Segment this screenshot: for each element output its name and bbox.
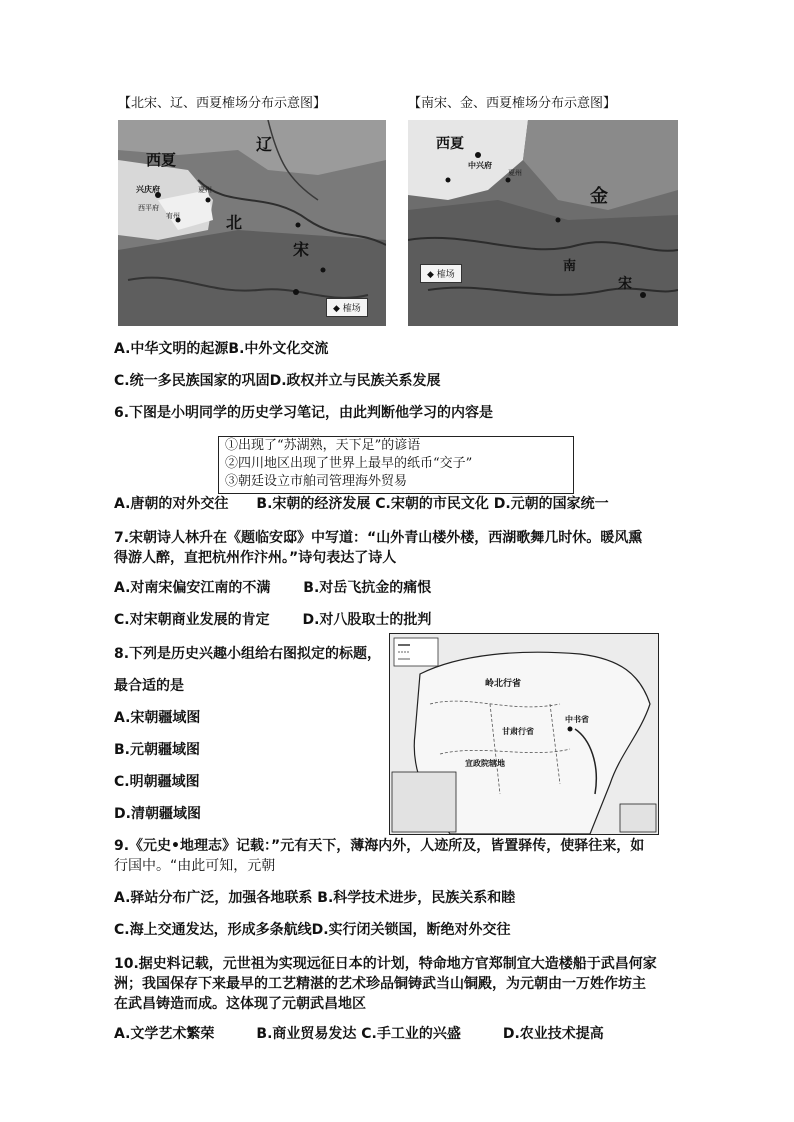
- q9-stem-line2: 行国中。“由此可知，元朝: [114, 858, 276, 874]
- q8-option-d: D.清朝疆域图: [114, 806, 201, 822]
- q7-option-ab: A.对南宋偏安江南的不满 B.对岳飞抗金的痛恨: [114, 580, 432, 596]
- q10-stem-line1: 10.据史料记载，元世祖为实现远征日本的计划，特命地方官郑制宜大造楼船于武昌何家: [114, 956, 657, 972]
- q8-stem-line2: 最合适的是: [114, 678, 184, 694]
- q5-option-cd: C.统一多民族国家的巩固D.政权并立与民族关系发展: [114, 373, 441, 389]
- q6-note-3: ③朝廷设立市舶司管理海外贸易: [225, 474, 408, 489]
- map1-label-xixia: 西夏: [146, 151, 177, 169]
- q6-note-2: ②四川地区出现了世界上最早的纸币“交子”: [225, 456, 473, 471]
- q9-stem-line1: 9.《元史•地理志》记载：”元有天下，薄海内外，人迹所及，皆置驿传，使驿往来，如: [114, 838, 645, 854]
- q5-option-ab: A.中华文明的起源B.中外文化交流: [114, 341, 329, 357]
- q9-option-cd: C.海上交通发达，形成多条航线D.实行闭关锁国，断绝对外交往: [114, 922, 511, 938]
- yuan-label-xuanzheng: 宣政院辖地: [465, 758, 505, 768]
- map2-image: [408, 120, 678, 326]
- q8-stem-line1: 8.下列是历史兴趣小组给右图拟定的标题，: [114, 646, 382, 662]
- yuan-label-lingbei: 岭北行省: [485, 679, 522, 689]
- map2-label-jin: 金: [590, 186, 608, 207]
- q6-notes-box: [218, 436, 574, 494]
- map2-label-xixia: 西夏: [436, 136, 464, 152]
- map1-label-xiping: 西平府: [138, 204, 159, 212]
- q6-note-1: ①出现了“苏湖熟，天下足”的谚语: [225, 438, 421, 453]
- q8-option-a: A.宋朝疆域图: [114, 710, 201, 726]
- map2-label-song: 宋: [618, 276, 632, 292]
- map1-legend-label: 榷场: [342, 304, 361, 314]
- q9-option-ab: A.驿站分布广泛，加强各地联系 B.科学技术进步，民族关系和睦: [114, 890, 516, 906]
- yuan-label-zhongshu: 中书省: [565, 714, 589, 724]
- map1-image: [118, 120, 386, 326]
- map2-legend-label: 榷场: [436, 270, 455, 280]
- map1-legend: ◆ 榷场: [326, 298, 368, 317]
- map2-legend: ◆ 榷场: [420, 264, 462, 283]
- map2-label-xiazhou: 夏州: [508, 169, 522, 177]
- map2-label-zhongxingfu: 中兴府: [468, 160, 492, 170]
- q8-option-b: B.元朝疆域图: [114, 742, 200, 758]
- q10-options: A.文学艺术繁荣 B.商业贸易发达 C.手工业的兴盛 D.农业技术提高: [114, 1026, 604, 1042]
- map2-caption: 【南宋、金、西夏榷场分布示意图】: [408, 96, 617, 111]
- map1-label-song: 宋: [293, 240, 310, 259]
- yuan-label-gansu: 甘肃行省: [502, 726, 534, 736]
- q8-option-c: C.明朝疆域图: [114, 774, 200, 790]
- map1-caption: 【北宋、辽、西夏榷场分布示意图】: [118, 96, 327, 111]
- map1-label-xiazhou: 夏州: [198, 186, 212, 194]
- map1-label-xingqingfu: 兴庆府: [136, 184, 160, 194]
- q6-options: A.唐朝的对外交往 B.宋朝的经济发展 C.宋朝的市民文化 D.元朝的国家统一: [114, 496, 609, 512]
- q6-stem: 6.下图是小明同学的历史学习笔记，由此判断他学习的内容是: [114, 405, 494, 421]
- map1-label-bei: 北: [226, 213, 243, 232]
- map1-label-liao: 辽: [256, 135, 273, 154]
- q7-option-cd: C.对宋朝商业发展的肯定 D.对八股取士的批判: [114, 612, 432, 628]
- map2-label-nan: 南: [563, 259, 577, 274]
- yuan-territory-map: [389, 633, 659, 835]
- q10-stem-line2: 洲；我国保存下来最早的工艺精湛的艺术珍品铜铸武当山铜殿，为元朝由一万姓作坊主: [114, 976, 646, 992]
- q10-stem-line3: 在武昌铸造而成。这体现了元朝武昌地区: [114, 996, 366, 1012]
- q7-stem-line2: 得游人醉，直把杭州作汴州。”诗句表达了诗人: [114, 550, 397, 566]
- map1-label-yizhou: 宥州: [166, 212, 180, 220]
- q7-stem-line1: 7.宋朝诗人林升在《题临安邸》中写道：“山外青山楼外楼，西湖歌舞几时休。暖风熏: [114, 530, 643, 546]
